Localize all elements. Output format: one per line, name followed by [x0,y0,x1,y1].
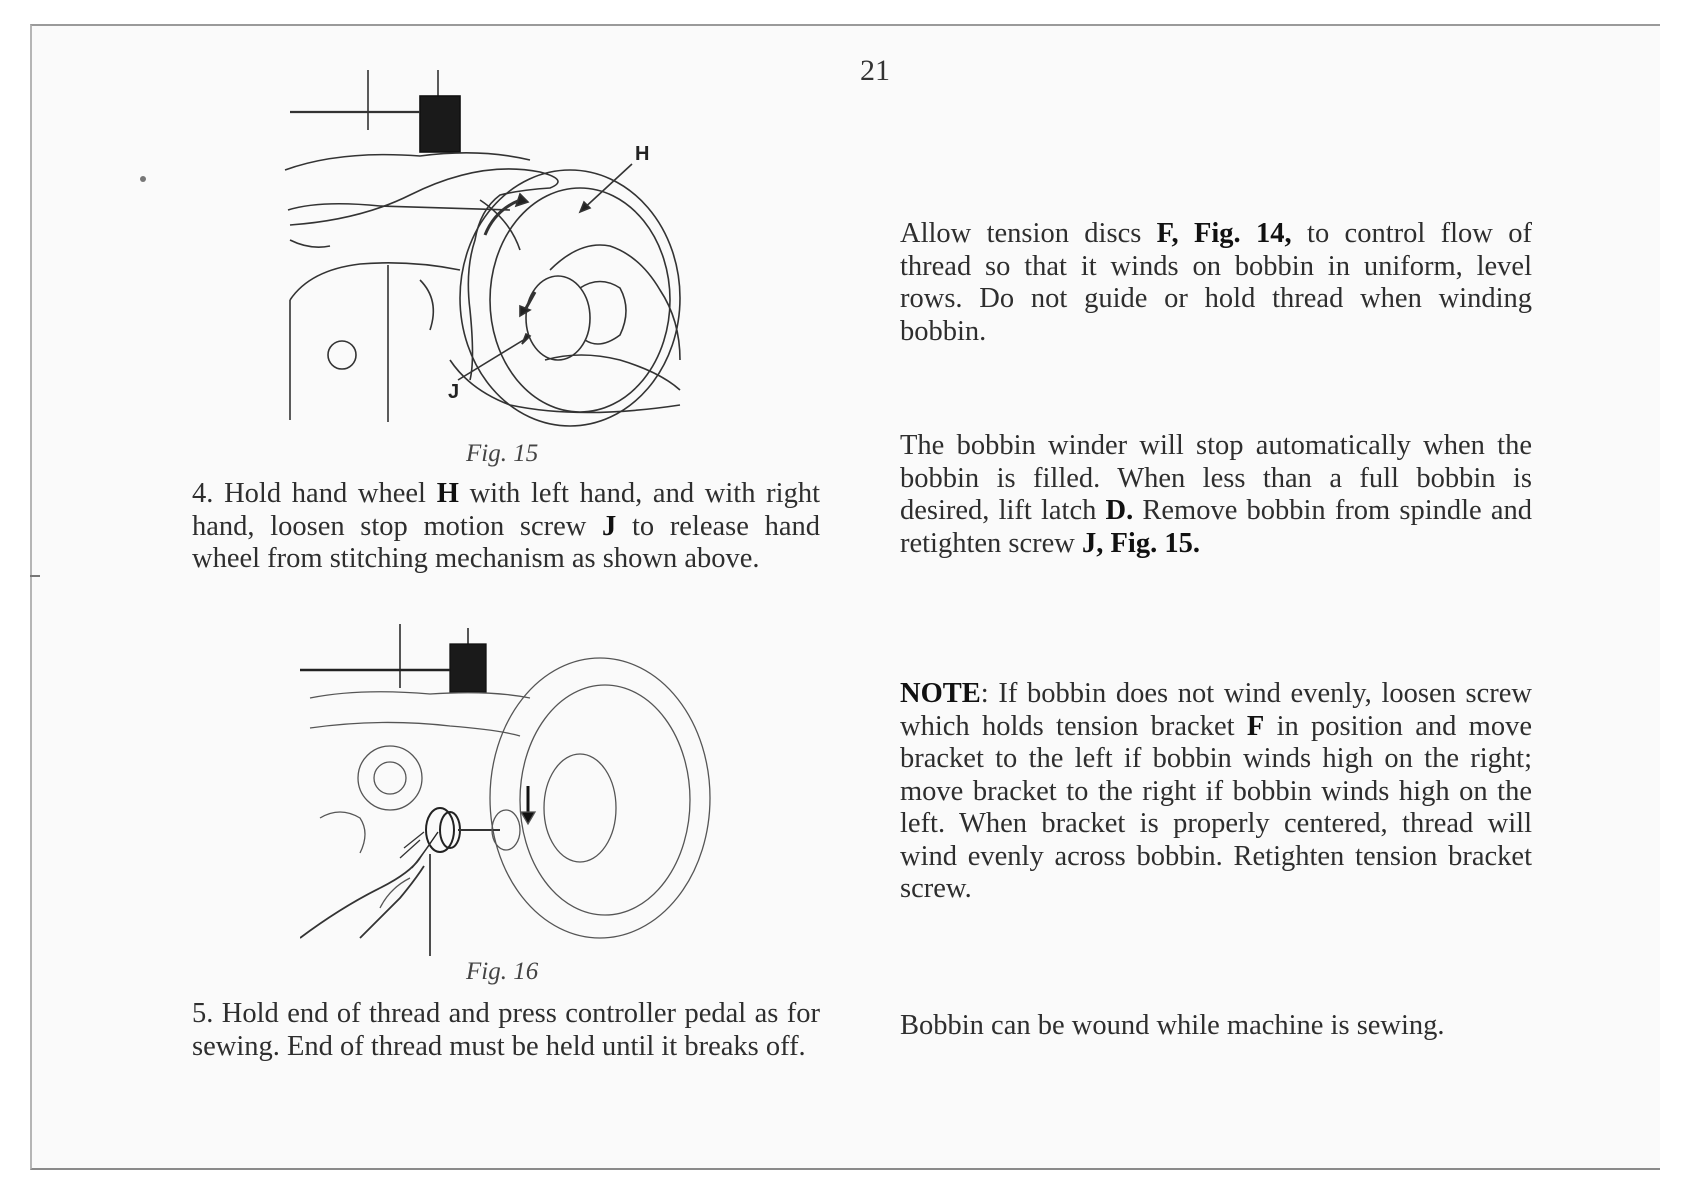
sewing-paragraph: Bobbin can be wound while machine is sewing. [900,1010,1445,1041]
fig15-label-j: J [448,381,460,403]
fig15-caption: Fig. 15 [466,440,539,467]
fig15-illustration [280,60,730,430]
page-number: 21 [860,54,890,87]
tension-discs-paragraph: Allow tension discs F, Fig. 14, to control flow of thread so that it winds on bobbin in uniform, level rows. Do not guide or hold thread when winding bobbin. [900,218,1532,347]
bobbin-winder-paragraph: The bobbin winder will stop automatically when the bobbin is filled. When less than a full bobbin is desired, lift latch D. Remove bobbin from spindle and retighten screw J, Fig. 15. [900,430,1532,559]
note-paragraph: NOTE: If bobbin does not wind evenly, loosen screw which holds tension bracket F in position and move bracket to the left if bobbin winds high on the right; move bracket to the right if bobbin winds high on the left. When bracket is properly centered, thread will wind evenly across bobbin. Retighten tension bracket screw. [900,678,1532,904]
edge-mark [140,176,146,182]
fig16-illustration [300,618,720,956]
edge-mark [30,575,40,577]
note-label: NOTE [900,678,981,709]
step-5-text: 5. Hold end of thread and press controller pedal as for sewing. End of thread must be held until it breaks off. [192,998,820,1062]
fig16-caption: Fig. 16 [466,958,539,985]
step-4-text: 4. Hold hand wheel H with left hand, and with right hand, loosen stop motion screw J to release hand wheel from stitching mechanism as shown above. [192,478,820,574]
fig15-label-h: H [635,143,650,165]
